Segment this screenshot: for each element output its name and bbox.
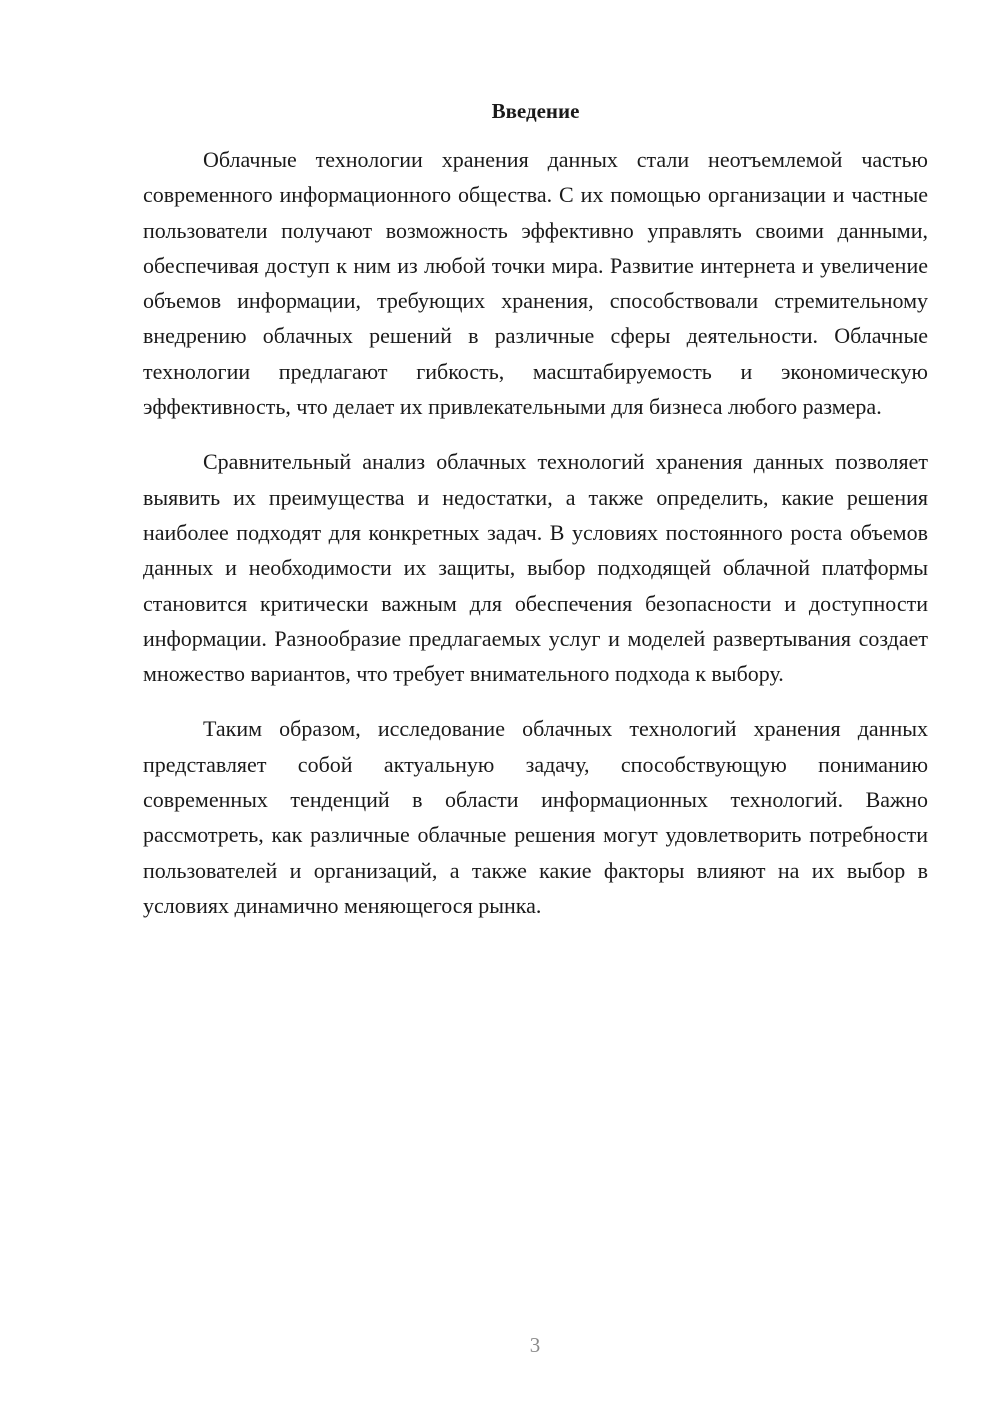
section-title: Введение [491,99,580,123]
paragraph-1: Облачные технологии хранения данных стали неотъемлемой частью современного информационного общества. С их помощью организации и частные пользователи получают возможность эффективно управлять своими данными, обеспечивая доступ к ним из любой точки мира. Развитие интернета и увеличение объемов информации, требующих хранения, способствовали стремительному внедрению облачных решений в различные сферы деятельности. Облачные технологии предлагают гибкость, масштабируемость и экономическую эффективность, что делает их привлекательными для бизнеса любого размера. [143,147,928,420]
body-text [143,142,928,943]
paragraph-3: Таким образом, исследование облачных технологий хранения данных представляет собой актуальную задачу, способствующую пониманию современных тенденций в области информационных технологий. Важно рассмотреть, как различные облачные решения могут удовлетворить потребности пользователей и организаций, а также какие факторы влияют на их выбор в условиях динамично меняющегося рынка. [143,716,928,918]
page-number: 3 [529,1333,541,1357]
paragraph-2: Сравнительный анализ облачных технологий хранения данных позволяет выявить их преимущества и недостатки, а также определить, какие решения наиболее подходят для конкретных задач. В условиях постоянного роста объемов данных и необходимости их защиты, выбор подходящей облачной платформы становится критически важным для обеспечения безопасности и доступности информации. Разнообразие предлагаемых услуг и моделей развертывания создает множество вариантов, что требует внимательного подхода к выбору. [143,449,928,687]
